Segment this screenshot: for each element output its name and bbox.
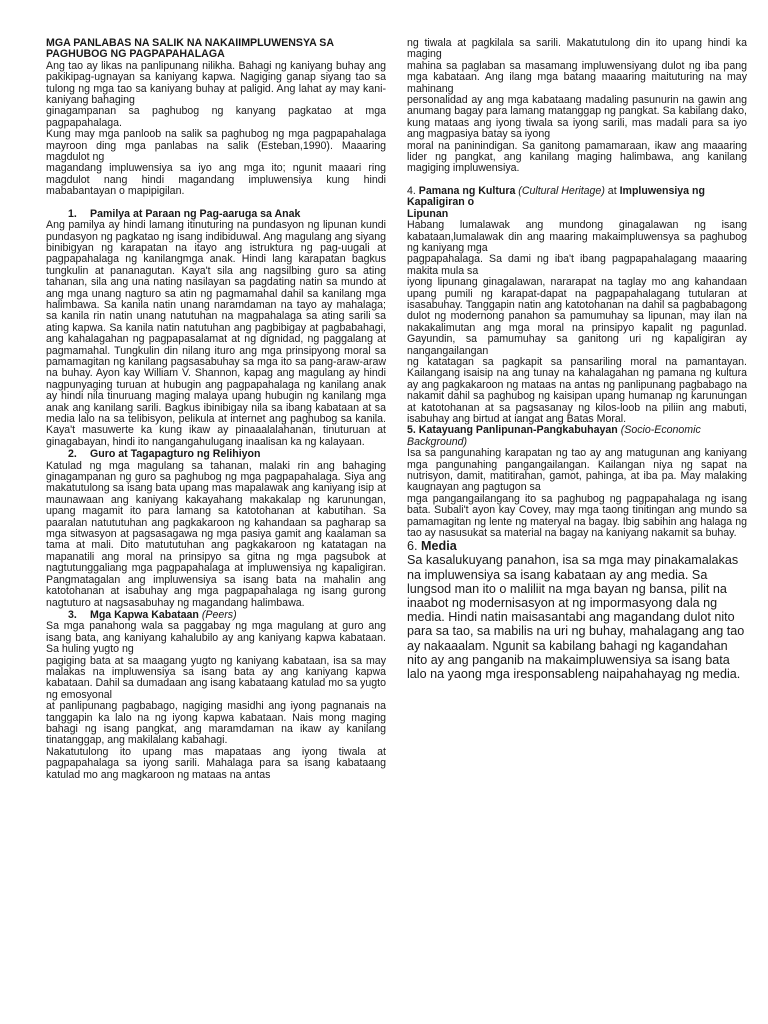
- section-note: (Socio-Economic Background): [407, 424, 701, 448]
- section-4-body: ng katatagan sa pagkapit sa pansariling moral na pamantayan. Kailangang isaisip na ang tunay na kahalagahan ng pamana ng kultura ay ang pagkakaroon ng mataas na antas ng panlipunang pagbabago na nakamit dahil sa paghubog ng kaisipan upang humanap ng karunungan at katotohanan at sa pagsasanay ng kilos-loob na piliin ang mabuti, isabuhay ang birtud at iangat ang Batas Moral.: [407, 355, 747, 425]
- section-4-body: pagpapahalaga. Sa dami ng iba't ibang pagpapahalagang maaaring makita mula sa: [407, 253, 747, 277]
- intro-paragraph: Kung may mga panloob na salik sa paghubog ng mga pagpapahalaga mayroon ding mga panlabas na salik (Esteban,1990). Maaaring magdulot ng: [46, 128, 386, 164]
- section-connector: at: [607, 184, 617, 197]
- intro-paragraph: Ang tao ay likas na panlipunang nilikha. Bahagi ng kaniyang buhay ang pakikipag-ugnayan sa kaniyang kapwa. Nagiging ganap siyang tao sa tulong ng mga tao sa kaniyang buhay at paligid. Ang lahat ay may kani-kaniyang bahaging: [46, 59, 386, 107]
- section-3-body: Sa mga panahong wala sa paggabay ng mga magulang at guro ang isang bata, ang kaniyang kahalubilo ay ang kaniyang kapwa kabataan. Sa huling yugto ng: [46, 620, 386, 656]
- section-2-heading: [46, 449, 386, 460]
- section-4-heading: [407, 186, 747, 209]
- section-3-body: Nakatutulong ito upang mas mapataas ang iyong tiwala at pagpapahalaga sa iyong sarili. Mahalaga para sa isang kabataang katulad mo ang magkaroon ng mataas na antas: [46, 745, 386, 781]
- document-title-line2: PAGHUBOG NG PAGPAPAHALAGA: [46, 48, 225, 61]
- section-title: Katayuang Panlipunan-Pangkabuhayan: [418, 424, 618, 437]
- section-number: 3.: [68, 608, 77, 621]
- section-3-continued: ng tiwala at pagkilala sa sarili. Makatutulong din ito upang hindi ka maging: [407, 38, 747, 61]
- section-note: (Peers): [201, 608, 237, 621]
- section-title-continued: Impluwensiya ng Kapaligiran o: [407, 184, 705, 209]
- section-number: 4.: [407, 184, 416, 197]
- section-number: 2.: [68, 448, 77, 461]
- section-3-body: at panlipunang pagbabago, nagiging masidhi ang iyong pagnanais na tanggapin ka lalo na ng iyong kapwa kabataan. Nais mong maging bahagi ng isang pangkat, ang maramdaman na ikaw ay kanilang tinatanggap, ang makilalang kabahagi.: [46, 700, 386, 747]
- intro-paragraph: ginagampanan sa paghubog ng kanyang pagkatao at mga pagpapahalaga.: [46, 105, 386, 129]
- left-column: [46, 38, 386, 1018]
- section-5-body: mga pangangailangang ito sa paghubog ng pagpapahalaga ng isang bata. Subali't ayon kay Covey, may mga taong tinitingan ang mundo sa pamamagitan ng lente ng materyal na bagay. Ibig sabihin ang halaga ng tao ay nasusukat sa material na bagay na kaniyang nakamit sa buhay.: [407, 492, 747, 540]
- section-number: 5.: [407, 424, 416, 437]
- section-title: Pamilya at Paraan ng Pag-aaruga sa Anak: [90, 207, 301, 220]
- section-6-body: Sa kasalukuyang panahon, isa sa mga may pinakamalakas na impluwensiya sa isang kabataan ay ang media. Sa lungsod man ito o maliliit na mga bayan ng bansa, pilit na inaabot ng modernisasyon at ng impormasyong dala ng media. Hindi natin maisasantabi ang magandang dulot nito para sa tao, sa mabilis na uri ng buhay, mahalagang ang tao ay nakaaalam. Ngunit sa kabilang bahagi ng kagandahan nito ay ang panganib na makaimpluwensiya sa isang bata lalo na yaong mga iresponsableng naipahahayag ng media.: [407, 553, 745, 682]
- right-column: [407, 38, 747, 838]
- section-title: Pamana ng Kultura: [418, 184, 516, 197]
- section-3-continued: mahina sa paglaban sa masamang impluwensiyang dulot ng iba pang mga kabataan. Ang ilang mga batang maaaring maituturing na may mahinang: [407, 59, 747, 95]
- section-3-continued: moral na paninindigan. Sa ganitong pamamaraan, ikaw ang maaaring lider ng pangkat, ang kanilang maging halimbawa, ang kanilang magiging impluwensiya.: [407, 139, 747, 175]
- section-note: (Cultural Heritage): [518, 184, 605, 197]
- intro-paragraph: magandang impluwensiya sa iyo ang mga ito; ngunit maaari ring magdulot nang hindi magandang impluwensiya kung hindi mababantayan o mapipigilan.: [46, 162, 386, 198]
- section-3-body: pagiging bata at sa maagang yugto ng kaniyang kabataan, isa sa may malakas na impluwensiya sa isang bata ay ang kaniyang kapwa kabataan. Dahil sa dumadaan ang isang kabataang katulad mo sa yugto ng emosyonal: [46, 654, 386, 701]
- section-4-body: iyong lipunang ginagalawan, nararapat na taglay mo ang kahandaan upang pumili ng karapat-dapat na pagpapahalagang tutularan at isasabuhay. Tanggapin natin ang katotohanan na dahil sa pagbabagong dulot ng modernong panahon sa pamumuhay sa lipunan, may ilan na nakakalimutan ang mga moral na prinsipyo kapalit ng pagunlad. Gayundin, sa pamumuhay sa ganitong uri ng kapaligiran ay nangangailangan: [407, 276, 747, 357]
- section-title: Mga Kapwa Kabataan: [90, 608, 199, 621]
- section-number: 6.: [407, 539, 418, 554]
- section-4-heading-line2: Lipunan: [407, 207, 449, 220]
- section-title: Guro at Tagapagturo ng Relihiyon: [90, 448, 261, 461]
- section-3-continued: personalidad ay ang mga kabataang madaling pasunurin na gawin ang anumang bagay para lamang matanggap ng pangkat. Sa kabilang dako, kung mataas ang iyong tiwala sa iyong sarili, mas madali para sa iyo ang magpasiya batay sa iyong: [407, 94, 747, 141]
- section-4-body: Habang lumalawak ang mundong ginagalawan ng isang kabataan,lumalawak din ang maaring makaimpluwensya sa paghubog ng kaniyang mga: [407, 219, 747, 254]
- document-title-line1: MGA PANLABAS NA SALIK NA NAKAIIMPLUWENSYA SA: [46, 38, 334, 49]
- section-title: Media: [421, 539, 457, 554]
- section-2-body: Katulad ng mga magulang sa tahanan, malaki rin ang bahaging ginagampanan ng guro sa paghubog ng mga pagpapahalaga. Siya ang makatutulong sa isang bata upang mas mapalawak ang kaniyang isip at maunawaan ang kaniyang kakayahang makakalap ng karunungan, upang magamit ito para lamang sa katotohanan at kabutihan. Sa paaralan natututuhan ang pagkakaroon ng kahandaan sa pagharap sa mga sitwasyon at pagsasagawa ng mga pasiya gamit ang kaalaman sa tama at mali. Dito matututuhan ang pagkakaroon ng katatagan na mapanatili ang moral na prinsipyo sa gitna ng mga pagsubok at nagtutunggaliang mga pagpapahalaga at impluwensiya ng kapaligiran. Pangmatagalan ang impluwensiya sa isang bata na mahalin ang katotohanan at isabuhay ang mga pagpapahalaga ng isang gurong nagtuturo at nagsasabuhay ng magandang halimbawa.: [46, 459, 386, 609]
- section-5-heading: [407, 425, 747, 448]
- section-1-body: Ang pamilya ay hindi lamang itinuturing na pundasyon ng lipunan kundi pundasyon ng pagkatao ng isang indibiduwal. Ang magulang ang siyang binibigyan ng karapatan na itayo ang istruktura ng pag-uugali at pagpapahalaga ng kanilangmga anak. Hindi lang karapatan bagkus tungkulin at pananagutan. Kaya't sila ang nagsilbing guro sa ating tahanan, sila ang una nating nasilayan sa pagdating natin sa mundo at ang mga unang nagturo sa atin ng pagmamahal dahil sa kanilang mga halimbawa. Sa kanila natin unang naramdaman na tayo ay mahalaga; sa kanila rin natin unang natutuhan na magpahalaga sa ating sarili sa ating kapwa. Sa kanila natin natutuhan ang pagbibigay at pagbabahagi, ang kahalagahan ng pagpapasalamat at ng dignidad, ng paggalang at pagmamahal. Tungkulin din nilang ituro ang mga prinsipyong moral sa pamamagitan ng kanilang pagsasabuhay sa mga ito sa pang-araw-araw na buhay. Ayon kay William V. Shannon, kapag ang magulang ay hindi nagpunyaging turuan at hubugin ang pagpapahalaga ng kanilang anak ay hindi nila tinuruang maging malaya upang hubugin ng kanilang mga anak ang kanilang sarili. Bagkus ibinibigay nila sa ibang kabataan at sa media lalo na sa telibisyon, pelikula at internet ang paghubog sa kanila. Kaya't masuwerte ka kung ikaw ay pinaaalalahanan, tinuturuan at ginagabayan, hindi ito nangangahulugang inaalisan ka ng kalayaan.: [46, 219, 386, 448]
- section-5-body: Isa sa pangunahing karapatan ng tao ay ang matugunan ang kaniyang mga pangunahing pangangailangan. Kailangan niya ng sapat na nutrisyon, damit, matitirahan, gamot, pahinga, at iba pa. May malaking kaugnayan ang pagtugon sa: [407, 447, 747, 494]
- section-6-heading: [407, 539, 747, 553]
- section-number: 1.: [68, 207, 77, 220]
